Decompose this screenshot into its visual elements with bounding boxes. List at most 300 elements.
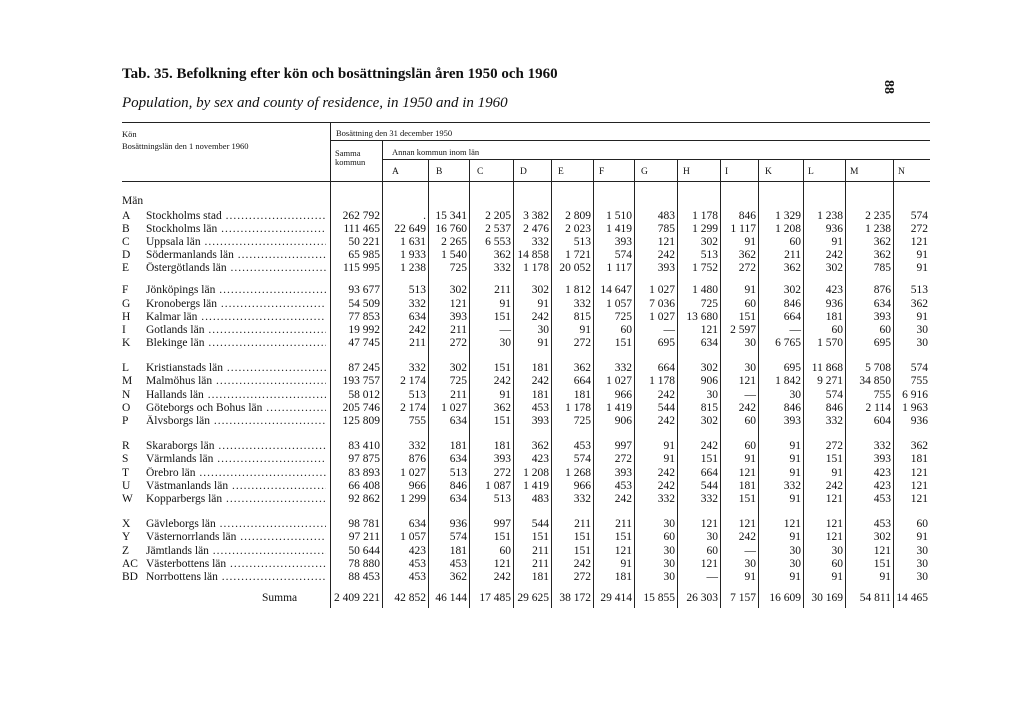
table-cell: 91 <box>744 236 756 248</box>
column-divider <box>677 159 678 608</box>
table-cell: 205 746 <box>342 402 380 414</box>
table-cell: 2 023 <box>565 223 591 235</box>
table-cell: 634 <box>449 453 467 465</box>
table-cell: 7 036 <box>649 298 675 310</box>
table-cell: 695 <box>873 337 891 349</box>
table-cell: 181 <box>493 440 511 452</box>
row-code: H <box>122 311 131 323</box>
table-cell: 362 <box>873 249 891 261</box>
row-code: N <box>122 389 131 401</box>
annan-header: Annan kommun inom län <box>392 147 480 157</box>
table-cell: 151 <box>614 531 632 543</box>
table-cell: 1 933 <box>400 249 426 261</box>
column-header-l: L <box>808 167 814 177</box>
table-cell: 1 208 <box>775 223 801 235</box>
table-cell: 362 <box>493 402 511 414</box>
table-cell: 30 <box>789 558 801 570</box>
table-cell: 121 <box>910 480 928 492</box>
table-cell: 393 <box>449 311 467 323</box>
table-cell: 6 553 <box>485 236 511 248</box>
row-code: G <box>122 298 131 310</box>
table-cell: 664 <box>700 467 718 479</box>
table-cell: 92 862 <box>348 493 380 505</box>
table-cell: 936 <box>910 415 928 427</box>
table-cell: 362 <box>738 249 756 261</box>
table-cell: 65 985 <box>348 249 380 261</box>
column-divider <box>469 159 470 608</box>
table-cell: 2 476 <box>523 223 549 235</box>
table-cell: 193 757 <box>342 375 380 387</box>
table-cell: 634 <box>700 337 718 349</box>
table-cell: 50 221 <box>348 236 380 248</box>
table-cell: 242 <box>738 531 756 543</box>
table-cell: 1 178 <box>565 402 591 414</box>
table-cell: 2 235 <box>865 210 891 222</box>
table-cell: 393 <box>783 415 801 427</box>
table-cell: 513 <box>700 249 718 261</box>
table-cell: 393 <box>531 415 549 427</box>
table-cell: 181 <box>531 389 549 401</box>
table-cell: 50 644 <box>348 545 380 557</box>
table-cell: 242 <box>738 402 756 414</box>
table-cell: 125 809 <box>342 415 380 427</box>
table-cell: 60 <box>789 236 801 248</box>
table-cell: 91 <box>744 284 756 296</box>
table-cell: 634 <box>408 311 426 323</box>
summa-cell: 16 609 <box>769 592 801 604</box>
table-cell: 302 <box>783 284 801 296</box>
table-cell: 60 <box>879 324 891 336</box>
table-cell: 332 <box>493 262 511 274</box>
row-code: Z <box>122 545 130 557</box>
table-cell: 93 677 <box>348 284 380 296</box>
table-cell: 755 <box>873 389 891 401</box>
table-cell: 2 174 <box>400 402 426 414</box>
table-cell: 634 <box>449 415 467 427</box>
table-cell: 91 <box>537 298 549 310</box>
table-cell: 272 <box>910 223 928 235</box>
table-cell: 151 <box>573 531 591 543</box>
table-cell: 14 647 <box>600 284 632 296</box>
table-cell: 604 <box>873 415 891 427</box>
table-cell: 60 <box>663 531 675 543</box>
table-cell: 725 <box>700 298 718 310</box>
table-cell: 302 <box>825 262 843 274</box>
table-cell: 91 <box>499 389 511 401</box>
table-cell: 453 <box>873 493 891 505</box>
table-cell: 22 649 <box>394 223 426 235</box>
table-cell: 211 <box>532 545 549 557</box>
header-top-rule <box>122 122 930 123</box>
table-cell: 34 850 <box>859 375 891 387</box>
table-cell: 423 <box>531 453 549 465</box>
table-cell: 513 <box>449 467 467 479</box>
table-cell: 181 <box>573 389 591 401</box>
row-code: A <box>122 210 131 222</box>
table-cell: 30 <box>663 571 675 583</box>
table-cell: 77 853 <box>348 311 380 323</box>
column-header-a: A <box>392 167 399 177</box>
table-cell: 362 <box>531 440 549 452</box>
table-cell: 393 <box>657 262 675 274</box>
row-county-name: Jämtlands län ..... <box>146 545 326 557</box>
column-header-g: G <box>641 167 648 177</box>
table-cell: 181 <box>531 362 549 374</box>
summa-label: Summa <box>262 592 298 604</box>
table-cell: 574 <box>573 453 591 465</box>
table-cell: 1 178 <box>523 262 549 274</box>
table-cell: 1 419 <box>523 480 549 492</box>
table-cell: 1 178 <box>649 375 675 387</box>
table-cell: 91 <box>789 531 801 543</box>
table-cell: 5 708 <box>865 362 891 374</box>
row-code: I <box>122 324 126 336</box>
table-cell: 815 <box>573 311 591 323</box>
table-cell: 242 <box>825 249 843 261</box>
table-cell: 332 <box>531 236 549 248</box>
table-cell: 30 <box>916 324 928 336</box>
table-cell: 1 057 <box>606 298 632 310</box>
table-cell: — <box>744 389 756 401</box>
table-cell: 634 <box>873 298 891 310</box>
table-cell: 272 <box>738 262 756 274</box>
table-cell: 30 <box>916 558 928 570</box>
table-cell: 453 <box>531 402 549 414</box>
table-cell: 1 238 <box>817 210 843 222</box>
table-cell: 302 <box>873 531 891 543</box>
table-cell: 332 <box>408 440 426 452</box>
table-cell: 121 <box>700 324 718 336</box>
table-cell: 6 765 <box>775 337 801 349</box>
table-cell: 91 <box>789 493 801 505</box>
table-cell: 332 <box>573 298 591 310</box>
row-code: P <box>122 415 129 427</box>
table-cell: 483 <box>657 210 675 222</box>
column-header-h: H <box>683 167 690 177</box>
table-cell: 66 408 <box>348 480 380 492</box>
table-cell: 453 <box>408 558 426 570</box>
row-code: BD <box>122 571 138 583</box>
column-header-k: K <box>765 167 772 177</box>
table-cell: 513 <box>573 236 591 248</box>
table-cell: 14 858 <box>517 249 549 261</box>
table-cell: 151 <box>573 545 591 557</box>
table-cell: 453 <box>873 518 891 530</box>
table-cell: 1 027 <box>649 311 675 323</box>
table-cell: 453 <box>408 571 426 583</box>
table-cell: 362 <box>573 362 591 374</box>
table-cell: 91 <box>916 249 928 261</box>
table-cell: 846 <box>783 298 801 310</box>
table-cell: 393 <box>614 467 632 479</box>
table-cell: 453 <box>614 480 632 492</box>
row-code: Y <box>122 531 131 543</box>
row-county-name: Jönköpings län ..... <box>146 284 326 296</box>
table-cell: 242 <box>657 415 675 427</box>
table-cell: 332 <box>573 493 591 505</box>
table-cell: 634 <box>449 493 467 505</box>
table-cell: 2 597 <box>730 324 756 336</box>
table-cell: — <box>744 545 756 557</box>
table-cell: 151 <box>493 362 511 374</box>
table-cell: 60 <box>744 440 756 452</box>
summa-cell: 26 303 <box>686 592 718 604</box>
table-cell: 91 <box>831 467 843 479</box>
row-county-name: Södermanlands län ..... <box>146 249 326 261</box>
column-divider <box>845 159 846 608</box>
table-cell: 121 <box>493 558 511 570</box>
row-code: F <box>122 284 129 296</box>
table-cell: 2 205 <box>485 210 511 222</box>
row-county-name: Blekinge län ..... <box>146 337 326 349</box>
table-cell: 332 <box>408 362 426 374</box>
summa-cell: 46 144 <box>435 592 467 604</box>
row-code: X <box>122 518 131 530</box>
table-cell: 181 <box>614 571 632 583</box>
table-cell: 121 <box>825 518 843 530</box>
table-cell: 393 <box>873 453 891 465</box>
column-header-i: I <box>725 167 729 177</box>
table-cell: 20 052 <box>559 262 591 274</box>
row-county-name: Östergötlands län ..... <box>146 262 326 274</box>
table-cell: — <box>789 324 801 336</box>
table-cell: 1 480 <box>692 284 718 296</box>
table-cell: 121 <box>738 467 756 479</box>
row-code: E <box>122 262 130 274</box>
table-cell: 30 <box>706 389 718 401</box>
table-cell: 453 <box>573 440 591 452</box>
column-header-m: M <box>850 167 859 177</box>
table-cell: 332 <box>700 493 718 505</box>
table-cell: 785 <box>657 223 675 235</box>
table-cell: 1 299 <box>692 223 718 235</box>
table-cell: 664 <box>657 362 675 374</box>
table-cell: 242 <box>614 493 632 505</box>
table-cell: — <box>499 324 511 336</box>
column-divider <box>330 122 331 608</box>
table-cell: 483 <box>531 493 549 505</box>
page-subtitle: Population, by sex and county of residence, in 1950 and in 1960 <box>122 95 508 111</box>
table-cell: 30 <box>789 545 801 557</box>
table-cell: 121 <box>657 236 675 248</box>
table-cell: 91 <box>916 311 928 323</box>
table-cell: 121 <box>910 493 928 505</box>
table-cell: 151 <box>493 311 511 323</box>
table-cell: 91 <box>789 453 801 465</box>
table-cell: 815 <box>700 402 718 414</box>
table-cell: 30 <box>744 337 756 349</box>
table-cell: 393 <box>614 236 632 248</box>
table-cell: 242 <box>825 480 843 492</box>
table-cell: 332 <box>614 362 632 374</box>
table-cell: 302 <box>700 415 718 427</box>
table-cell: 2 265 <box>441 236 467 248</box>
table-cell: 121 <box>700 558 718 570</box>
table-cell: 60 <box>706 545 718 557</box>
row-county-name: Västernorrlands län ..... <box>146 531 326 543</box>
row-code: AC <box>122 558 138 570</box>
row-county-name: Älvsborgs län ..... <box>146 415 326 427</box>
row-code: R <box>122 440 130 452</box>
column-divider <box>428 159 429 608</box>
table-cell: 332 <box>873 440 891 452</box>
row-county-name: Örebro län ..... <box>146 467 326 479</box>
table-cell: 362 <box>910 298 928 310</box>
table-cell: 19 992 <box>348 324 380 336</box>
table-cell: 1 117 <box>730 223 756 235</box>
table-cell: 393 <box>493 453 511 465</box>
table-cell: 87 245 <box>348 362 380 374</box>
table-cell: 242 <box>657 389 675 401</box>
column-header-d: D <box>520 167 527 177</box>
table-cell: 91 <box>831 571 843 583</box>
table-cell: 91 <box>916 262 928 274</box>
table-cell: 111 465 <box>343 223 380 235</box>
summa-cell: 17 485 <box>479 592 511 604</box>
table-cell: 1 178 <box>692 210 718 222</box>
table-cell: 513 <box>408 389 426 401</box>
table-cell: 362 <box>783 262 801 274</box>
column-divider <box>893 159 894 608</box>
page-number: 88 <box>881 80 896 94</box>
table-cell: 91 <box>744 453 756 465</box>
table-cell: 242 <box>700 440 718 452</box>
table-cell: 60 <box>831 324 843 336</box>
row-code: K <box>122 337 131 349</box>
table-cell: 332 <box>408 298 426 310</box>
table-cell: 332 <box>657 493 675 505</box>
table-cell: 2 537 <box>485 223 511 235</box>
table-cell: 151 <box>493 415 511 427</box>
column-divider <box>513 159 514 608</box>
table-cell: 242 <box>657 249 675 261</box>
row-code: D <box>122 249 131 261</box>
stub-header-lan: Bosättningslän den 1 november 1960 <box>122 141 249 151</box>
table-cell: 423 <box>873 467 891 479</box>
table-cell: 1 570 <box>817 337 843 349</box>
table-cell: — <box>706 571 718 583</box>
table-cell: 91 <box>579 324 591 336</box>
table-cell: 91 <box>620 558 632 570</box>
row-code: C <box>122 236 130 248</box>
span-header: Bosättning den 31 december 1950 <box>336 128 453 138</box>
table-cell: 30 <box>744 362 756 374</box>
column-divider <box>803 159 804 608</box>
table-cell: 97 211 <box>348 531 380 543</box>
column-divider <box>758 159 759 608</box>
column-header-b: B <box>436 167 443 177</box>
table-cell: 634 <box>408 518 426 530</box>
table-cell: 151 <box>738 493 756 505</box>
table-cell: 121 <box>783 518 801 530</box>
table-cell: 60 <box>744 298 756 310</box>
table-cell: 30 <box>499 337 511 349</box>
row-county-name: Kronobergs län ..... <box>146 298 326 310</box>
column-divider <box>593 159 594 608</box>
table-cell: 121 <box>910 236 928 248</box>
table-cell: 1 510 <box>606 210 632 222</box>
table-cell: 1 721 <box>565 249 591 261</box>
summa-cell: 38 172 <box>559 592 591 604</box>
summa-cell: 14 465 <box>896 592 928 604</box>
table-cell: 60 <box>499 545 511 557</box>
table-cell: 91 <box>744 571 756 583</box>
table-cell: 30 <box>744 558 756 570</box>
table-cell: . <box>423 210 426 222</box>
table-cell: 91 <box>537 337 549 349</box>
table-cell: 60 <box>916 518 928 530</box>
column-header-n: N <box>898 167 905 177</box>
column-header-c: C <box>477 167 484 177</box>
section-label-man: Män <box>122 195 144 207</box>
table-cell: 181 <box>531 571 549 583</box>
table-cell: 91 <box>499 298 511 310</box>
row-county-name: Kristianstads län ..... <box>146 362 326 374</box>
row-code: S <box>122 453 129 465</box>
table-cell: 54 509 <box>348 298 380 310</box>
table-cell: 846 <box>825 402 843 414</box>
table-cell: 242 <box>408 324 426 336</box>
table-cell: 181 <box>825 311 843 323</box>
table-cell: 121 <box>825 531 843 543</box>
table-cell: 1 812 <box>565 284 591 296</box>
row-county-name: Uppsala län ..... <box>146 236 326 248</box>
table-cell: 906 <box>700 375 718 387</box>
table-cell: 121 <box>738 375 756 387</box>
table-cell: 302 <box>449 284 467 296</box>
table-cell: 115 995 <box>343 262 380 274</box>
table-cell: 936 <box>825 223 843 235</box>
column-header-f: F <box>599 167 605 177</box>
table-cell: 11 868 <box>811 362 843 374</box>
table-cell: 997 <box>493 518 511 530</box>
table-cell: 966 <box>408 480 426 492</box>
column-header-e: E <box>558 167 564 177</box>
table-cell: 30 <box>663 518 675 530</box>
table-cell: 332 <box>825 415 843 427</box>
table-cell: 332 <box>783 480 801 492</box>
table-cell: 78 880 <box>348 558 380 570</box>
table-cell: 846 <box>783 402 801 414</box>
table-cell: 211 <box>494 284 511 296</box>
row-county-name: Kalmar län ..... <box>146 311 326 323</box>
table-cell: 83 893 <box>348 467 380 479</box>
table-cell: 6 916 <box>902 389 928 401</box>
row-county-name: Gävleborgs län ..... <box>146 518 326 530</box>
table-cell: 242 <box>531 375 549 387</box>
table-cell: 1 268 <box>565 467 591 479</box>
table-cell: 30 <box>663 545 675 557</box>
table-cell: 211 <box>450 389 467 401</box>
summa-cell: 29 625 <box>517 592 549 604</box>
table-cell: 302 <box>531 284 549 296</box>
table-cell: 664 <box>783 311 801 323</box>
row-county-name: Gotlands län ..... <box>146 324 326 336</box>
row-county-name: Värmlands län ..... <box>146 453 326 465</box>
table-cell: 121 <box>614 545 632 557</box>
table-cell: 302 <box>449 362 467 374</box>
table-cell: 574 <box>614 249 632 261</box>
table-cell: 725 <box>449 262 467 274</box>
table-cell: 2 174 <box>400 375 426 387</box>
table-cell: 151 <box>825 453 843 465</box>
table-cell: 30 <box>663 558 675 570</box>
table-cell: 151 <box>493 531 511 543</box>
table-cell: 997 <box>614 440 632 452</box>
table-cell: 91 <box>879 571 891 583</box>
row-code: U <box>122 480 131 492</box>
table-cell: 423 <box>825 284 843 296</box>
